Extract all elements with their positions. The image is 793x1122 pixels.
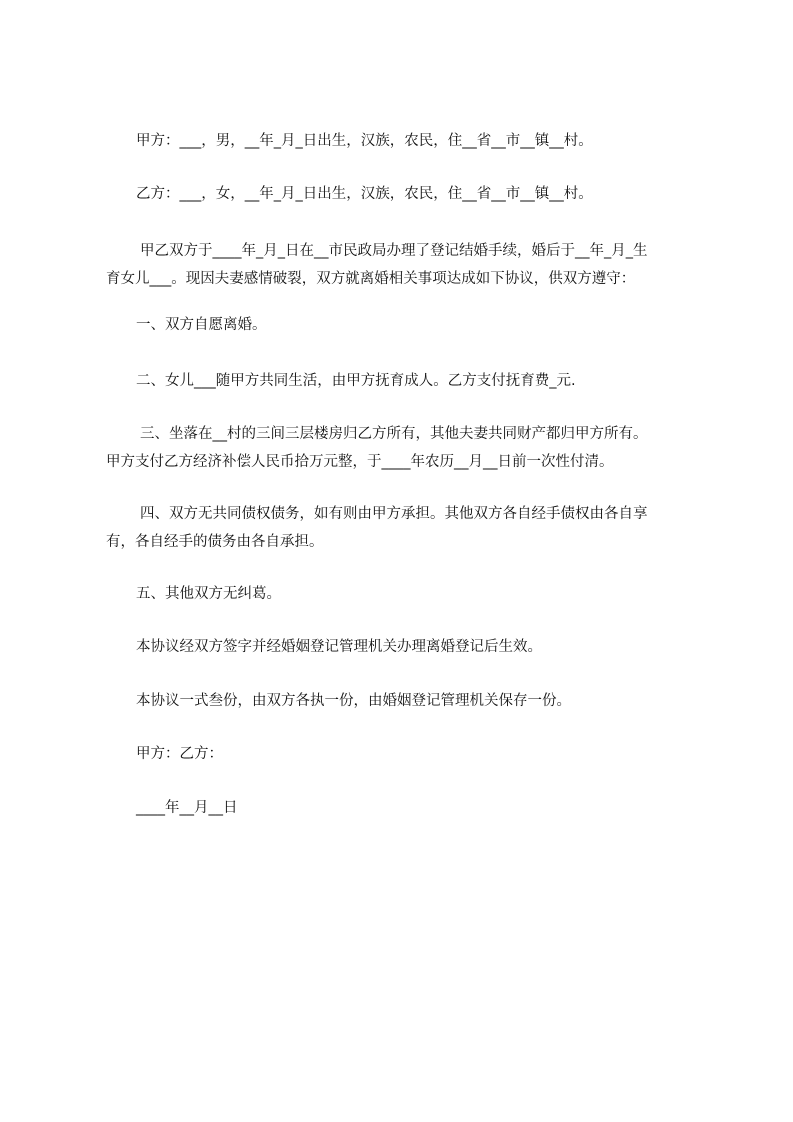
intro-line-2: 育女儿___。现因夫妻感情破裂，双方就离婚相关事项达成如下协议，供双方遵守：: [106, 271, 636, 287]
clause-4-paragraph: [106, 500, 706, 556]
clause-2: 二、女儿___随甲方共同生活，由甲方抚育成人。乙方支付抚育费_元.: [136, 373, 576, 389]
copies-line: 本协议一式叁份，由双方各执一份，由婚姻登记管理机关保存一份。: [136, 693, 571, 709]
party-a-line: 甲方：___，男，__年_月_日出生，汉族，农民，住__省__市__镇__村。: [136, 133, 593, 149]
intro-paragraph: [106, 237, 706, 293]
clause-5: 五、其他双方无纠葛。: [136, 586, 281, 602]
signature-line: 甲方：乙方：: [136, 746, 223, 762]
clause-4-line-2: 有，各自经手的债务由各自承担。: [106, 534, 324, 550]
clause-4-line-1: 四、双方无共同债权债务，如有则由甲方承担。其他双方各自经手债权由各自享: [140, 506, 648, 522]
clause-3-line-1: 三、坐落在__村的三间三层楼房归乙方所有，其他夫妻共同财产都归甲方所有。: [140, 426, 648, 442]
party-b-line: 乙方：___，女，__年_月_日出生，汉族，农民，住__省__市__镇__村。: [136, 186, 593, 202]
clause-3-line-2: 甲方支付乙方经济补偿人民币拾万元整，于____年农历__月__日前一次性付清。: [106, 454, 614, 470]
clause-3-paragraph: [106, 420, 706, 476]
intro-line-1: 甲乙双方于____年_月_日在__市民政局办理了登记结婚手续，婚后于__年_月_生: [140, 243, 648, 259]
effect-line: 本协议经双方签字并经婚姻登记管理机关办理离婚登记后生效。: [136, 639, 542, 655]
date-line: ____年__月__日: [136, 800, 238, 816]
clause-1: 一、双方自愿离婚。: [136, 317, 267, 333]
